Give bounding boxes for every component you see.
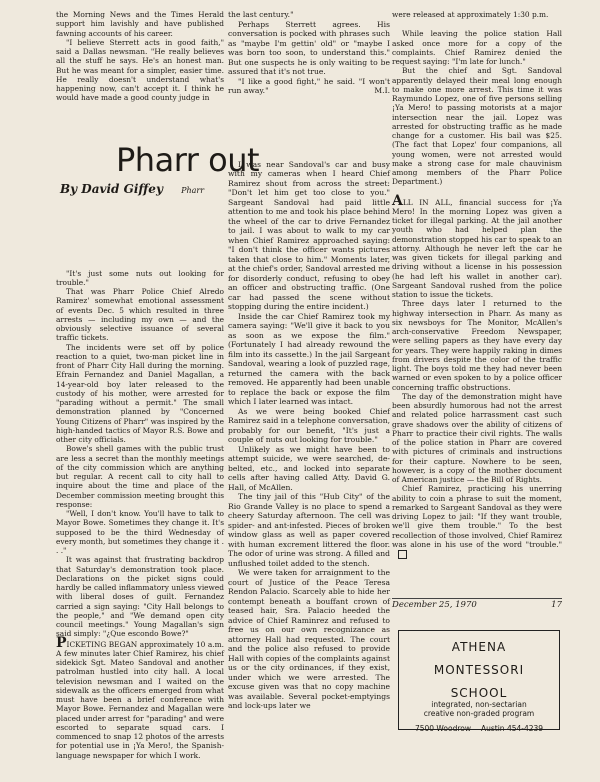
paragraph: Three days later I returned to the highway intersection in Pharr. As many as six newsboys for The Monitor, McAllen's arch-conservative Freedom Newspaper, were selling papers as they have every day for years. They were happily raking in dimes from drivers despite the color of the traffic light. The boys told me they had never been warned or even spoken to by a police officer concerning traffic obstructions. <box>392 299 562 392</box>
paragraph: While leaving the police station Hall asked once more for a copy of the complaints. Chief Ramirez denied the request saying: "I'm late for lunch." <box>392 29 562 66</box>
paragraph: the last century." <box>228 10 294 19</box>
title-space <box>228 96 390 160</box>
page-footer <box>392 598 562 610</box>
ad-contact <box>399 724 559 733</box>
paragraph: The tiny jail of this "Hub City" of the Rio Grande Valley is no place to spend a cheery Saturday afternoon. The cell was spider- and ant-infested. Pieces of broken window glass as well as paper covered with human excrement littered the floor. The odor of urine was strong. A filled and unflushed toilet added to the stench. <box>228 492 390 568</box>
paragraph: As we were being booked Chief Ramirez said in a telephone conversation, probably for our benefit, "It's just a couple of nuts out looking for trouble." <box>228 406 390 444</box>
end-initials: M.I. <box>374 86 390 95</box>
paragraph: Unlikely as we might have been to attempt suicide, we were searched, de-belted, etc., and locked into separate cells after having called Atty. David G. Hall, of McAllen. <box>228 444 390 492</box>
paragraph: Chief Ramirez, practicing his unerring ability to coin a phrase to suit the moment, remarked to Sargeant Sandoval as they were driving Lopez to jail: "If they want trouble, we'll give them trouble." To the best recollection of those involved, Chief Ramirez was alone in his use of the word "trouble." <box>392 484 562 558</box>
article-column-3 <box>392 10 562 559</box>
paragraph: The day of the demonstration might have been absurdly humorous had not the arrest and related police harrassment cast such grave shadows over the ability of citizens of Pharr to practice their civil rights. The walls of the police station in Pharr are covered with pictures of criminals and instructions for their capture. Nowhere to be seen, however, is a copy of the mother document of American justice — the Bill of Rights. <box>392 391 562 484</box>
paragraph: "It's just some nuts out looking for trouble." <box>56 268 224 287</box>
ad-phone: Austin 454-4239 <box>480 724 544 733</box>
paragraph: Bowe's shell games with the public trust are less a secret than the monthly meetings of the city commission which are anything but regular. A recent call to city hall to inquire about the time and place of the December commission meeting brought this response: <box>56 444 224 509</box>
school-advertisement <box>398 630 560 733</box>
ad-subtitle: integrated, non-sectarian <box>431 700 527 709</box>
ad-name-line-3: SCHOOL <box>450 686 508 700</box>
ad-name-line-2: MONTESSORI <box>433 663 525 677</box>
issue-date: December 25, 1970 <box>392 600 477 610</box>
paragraph: But the chief and Sgt. Sandoval apparently delayed their meal long enough to make one more arrest. This time it was Raymundo Lopez, one of five persons selling ¡Ya Mero! to passing motorists at a major intersection near the jail. Lopez was arrested for obstructing traffic as he made change for a customer. His bail was $25. (The fact that Lopez' four companions, all young women, were not arrested would make a strong case for male chauvinism among members of the Pharr Police Department.) <box>392 66 562 187</box>
paragraph: "I believe Sterrett acts in good faith," said a Dallas newsman. "He really believes all the stuff he says. He's an honest man. But he was meant for a simpler, easier time. He really doesn't understand what's happening now, can't accept it. I think he would have made a good county judge in <box>56 37 224 103</box>
paragraph: I was near Sandoval's car and busy with my cameras when I heard Chief Ramirez shout from across the street: "Don't let him get too close to you." Sargeant Sandoval had paid little attention to me and took his place behind the wheel of the car to drive Fernandez to jail. I was about to walk to my car when Chief Ramirez approached saying: "I don't think the officer wants pictures taken that close to him." Moments later, at the chief's order, Sandoval arrested me for disorderly conduct, refusing to obey an officer and obstructing traffic. (One car had passed the scene without stopping during the entire incident.) <box>228 159 390 311</box>
article-column-1 <box>56 10 224 760</box>
ad-subtitle: creative non-graded program <box>423 709 535 718</box>
byline <box>60 182 230 196</box>
paragraph: That was Pharr Police Chief Alredo Ramirez' somewhat emotional assessment of events Dec. 5 which resulted in three arrests — including my own — and the obviously selective issuance of several traffic tickets. <box>56 287 224 343</box>
paragraph: We were taken for arraignment to the court of Justice of the Peace Teresa Rendon Palacio. Scarcely able to hide her contempt beneath a bouffant crown of teased hair, Sra. Palacio heeded the advice of Chief Raminrez and refused to free us on our own recognizance as attorney Hall had requested. The court and the police also refused to provide Hall with copies of the complaints against us or the city ordinances, if they exist, under which we were arrested. The excuse given was that no copy machine was available. Several pocket-emptyings and lock-ups later we <box>228 568 390 710</box>
drop-word: LL IN ALL, <box>402 197 453 207</box>
paragraph: The incidents were set off by police reaction to a quiet, two-man picket line in front of Pharr City Hall during the morning. Efrain Fernandez and Daniel Magallan, a 14-year-old boy later released to the custody of his mother, were arrested for "parading without a permit." The small demonstration planned by "Concerned Young Citizens of Pharr" was inspired by the high-handed tactics of Mayor R.S. Bowe and other city officials. <box>56 342 224 444</box>
paragraph: Inside the car Chief Ramirez took my camera saying: "We'll give it back to you as soon as we expose the film." (Fortunately I had already rewound the film into its cassette.) In the jail Sargeant Sandoval, wearing a look of puzzled rage, returned the camera with the back removed. He apparently had been unable to replace the back or expose the film which I later learned was intact. <box>228 311 390 406</box>
ad-address: 7500 Woodrow <box>414 724 471 733</box>
article-column-2 <box>228 10 390 711</box>
end-mark-icon <box>398 550 407 559</box>
paragraph: were released at approximately 1:30 p.m. <box>392 10 549 19</box>
paragraph: "Well, I don't know. You'll have to talk to Mayor Bowe. Sometimes they change it. It's supposed to be the third Wednesday of every month, but sometimes they change it . . ." <box>56 509 224 555</box>
drop-initial: P <box>56 634 67 651</box>
paragraph: the Morning News and the Times Herald support him lavishly and have published fawning accounts of his career. <box>56 10 224 38</box>
author: By David Giffey <box>60 182 163 196</box>
paragraph: approximately 10 a.m. A few minutes later Chief Ramirez, his chief sidekick Sgt. Mateo Sandoval and another patrolman hustled into city hall. A local television newsman and I waited on the sidewalk as the officers emerged from what must have been a brief conference with Mayor Bowe. Fernandez and Magallan were placed under arrest for "parading" and were escorted to separate squad cars. I commenced to snap 12 photos of the arrests for potential use in ¡Ya Mero!, the Spanish-language newspaper for which I work. <box>56 639 224 760</box>
paragraph: It was against that frustrating backdrop that Saturday's demonstration took place. Declarations on the picket signs could hardly be called inflammatory unless viewed with liberal doses of guilt. Fernandez carried a sign saying: "City Hall belongs to the people," and "We demand open city council meetings." Young Magallan's sign said simply: "¿Que escondo Bowe?" <box>56 555 224 639</box>
paragraph: "I like a good fight," he said. "I won't run away." M.I. <box>228 76 390 95</box>
ad-name-line-1: ATHENA <box>451 640 507 654</box>
drop-word: ICKETING BEGAN <box>66 639 138 649</box>
article-title: Pharr out <box>116 141 260 179</box>
drop-paragraph <box>392 192 562 300</box>
paragraph: financial success for ¡Ya Mero! In the morning Lopez was given a ticket for illegal parking. At the jail another youth who had helped plan the demonstration stopped his car to speak to an attorny. Although he never left the car he was given tickets for illegal parking and driving without a license in his possession (he had left his wallet in another car). Sargeant Sandoval rushed from the police station to issue the tickets. <box>392 197 562 299</box>
paragraph: Perhaps Sterrett agrees. His conversation is pocked with phrases such as "maybe I'm gettin' old" or "maybe I was born too soon, to understand this." But one suspects he is only waiting to be assured that it's not true. <box>228 19 390 76</box>
dateline: Pharr <box>181 186 205 195</box>
drop-paragraph <box>56 634 224 760</box>
page-number: 17 <box>551 600 562 610</box>
drop-initial: A <box>392 192 403 209</box>
